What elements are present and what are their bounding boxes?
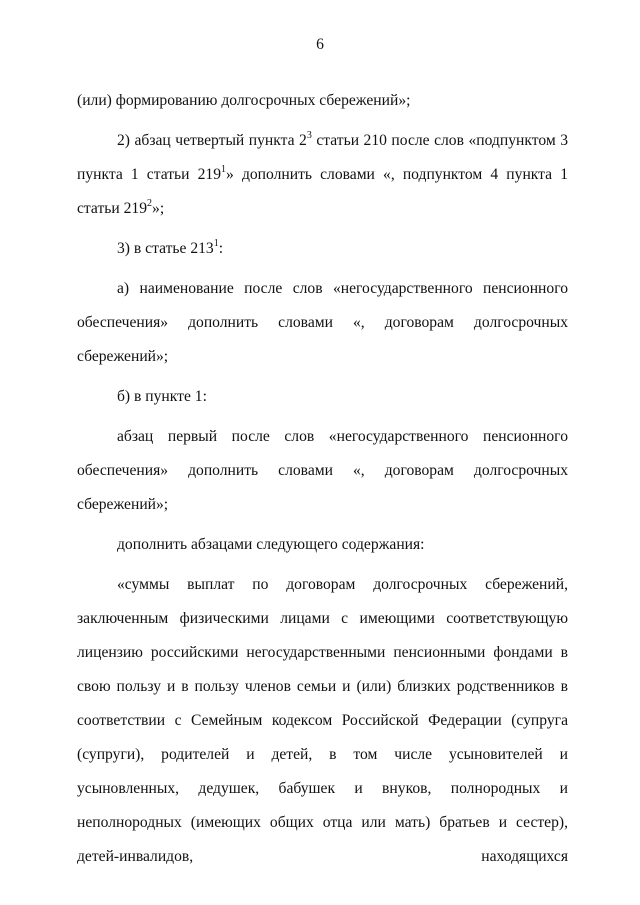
superscript: 2 (147, 197, 153, 209)
paragraph-item-3 (77, 232, 568, 266)
document-body (77, 84, 568, 874)
paragraph-quoted-text: «суммы выплат по договорам долгосрочных сбережений, заключенным физическими лицами с имеющими соответствующую лицензию российскими негосударственными пенсионными фондами в свою пользу и в пользу членов семьи и (или) близких родственников в соответствии с Семейным кодексом Российской Федерации (супруга (супруги), родителей и детей, в том числе усыновителей и усыновленных, дедушек, бабушек и внуков, полнородных и неполнородных (имеющих общих отца или мать) братьев и сестер), детей-инвалидов, находящихся (77, 576, 568, 865)
superscript: 3 (306, 129, 312, 141)
text-run: » дополнить словами «, подпунктом 4 пункта 1 статьи 219 (77, 166, 568, 217)
paragraph-continuation: (или) формированию долгосрочных сбережений»; (77, 92, 411, 109)
text-run: »; (152, 200, 165, 217)
paragraph-subitem-a: а) наименование после слов «негосударственного пенсионного обеспечения» дополнить словами «, договорам долгосрочных сбережений»; (77, 280, 568, 365)
text-run: 2) абзац четвертый пункта 2 (117, 132, 307, 149)
paragraph-abzac-first: абзац первый после слов «негосударственного пенсионного обеспечения» дополнить словами «, договорам долгосрочных сбережений»; (77, 428, 568, 513)
paragraph-subitem-b: б) в пункте 1: (117, 388, 207, 405)
text-run: : (218, 240, 224, 257)
text-run: 3) в статье 213 (117, 240, 214, 257)
paragraph-item-2 (77, 124, 568, 226)
page-number: 6 (316, 36, 324, 53)
superscript: 1 (221, 163, 227, 175)
superscript: 1 (213, 237, 219, 249)
paragraph-add-abzacs: дополнить абзацами следующего содержания: (117, 536, 425, 553)
text-run: статьи 210 после слов «подпунктом 3 пункта 1 статьи 219 (77, 132, 568, 183)
